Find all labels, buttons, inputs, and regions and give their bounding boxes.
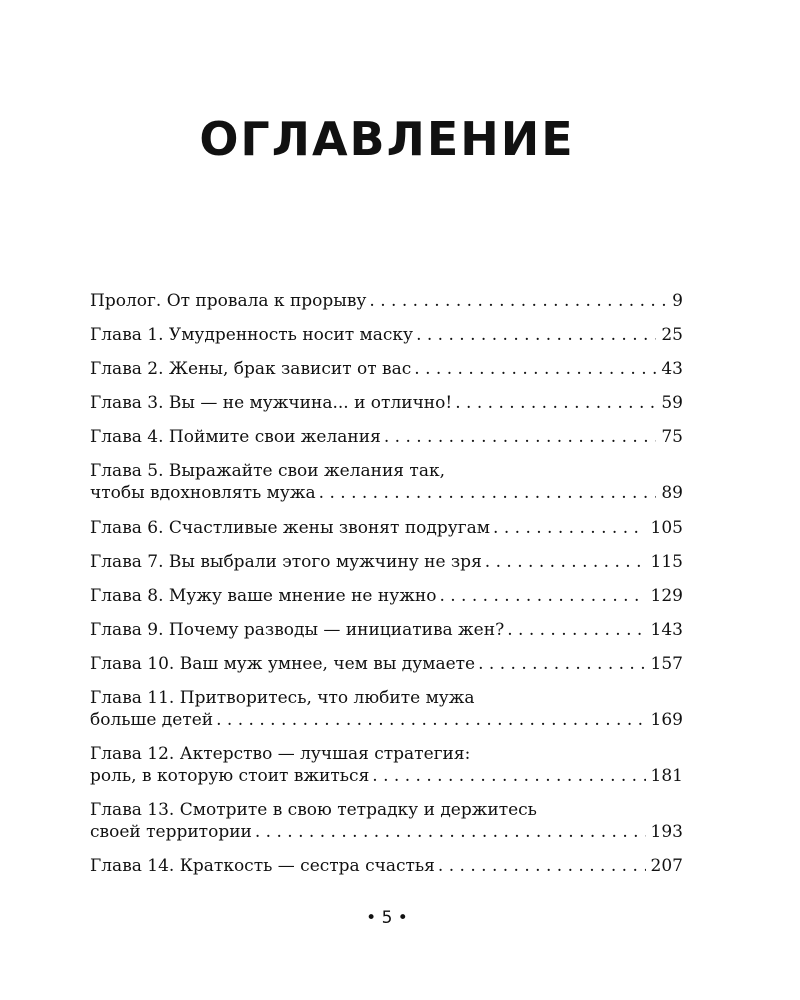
table-of-contents	[90, 290, 683, 889]
toc-entry-line	[90, 482, 683, 504]
dot-leader	[369, 290, 667, 312]
dot-leader	[485, 551, 646, 573]
toc-entry	[90, 585, 683, 607]
dot-leader	[216, 709, 645, 731]
toc-entry-line	[90, 517, 683, 539]
toc-entry-title: роль, в которую стоит вжиться	[90, 766, 370, 787]
dot-leader	[372, 765, 645, 787]
dot-leader	[416, 324, 656, 346]
dot-leader	[438, 855, 646, 877]
toc-entry-page-number: 193	[650, 822, 683, 843]
toc-entry	[90, 358, 683, 380]
toc-entry-title: Глава 7. Вы выбрали этого мужчину не зря	[90, 551, 482, 572]
toc-entry-title: Глава 14. Краткость — сестра счастья	[90, 856, 435, 877]
toc-entry	[90, 687, 683, 731]
dot-leader	[507, 619, 645, 641]
dot-leader	[439, 585, 645, 607]
toc-entry-title: больше детей	[90, 710, 214, 731]
toc-entry-line	[90, 358, 683, 380]
toc-entry-page-number: 157	[650, 653, 683, 674]
toc-entry	[90, 460, 683, 504]
toc-entry-title: Глава 1. Умудренность носит маску	[90, 325, 414, 346]
toc-entry-line	[90, 619, 683, 641]
toc-entry-title: Пролог. От провала к прорыву	[90, 291, 367, 311]
toc-entry	[90, 653, 683, 675]
toc-entry-line	[90, 551, 683, 573]
toc-entry	[90, 855, 683, 877]
toc-entry	[90, 324, 683, 346]
toc-entry-line	[90, 821, 683, 843]
toc-entry	[90, 551, 683, 573]
dot-leader	[255, 821, 646, 843]
toc-entry-page-number: 75	[661, 427, 683, 448]
toc-entry-page-number: 207	[650, 856, 683, 877]
dot-leader	[455, 392, 656, 414]
toc-entry-title: Глава 3. Вы — не мужчина... и отлично!	[90, 393, 453, 414]
toc-entry-page-number: 129	[650, 585, 683, 606]
toc-entry-page-number: 181	[650, 766, 683, 787]
toc-entry-title: Глава 8. Мужу ваше мнение не нужно	[90, 585, 437, 606]
toc-entry-title-line: Глава 5. Выражайте свои желания так,	[90, 461, 445, 482]
dot-leader	[384, 426, 657, 448]
toc-entry-title: чтобы вдохновлять мужа	[90, 483, 316, 504]
toc-entry-line	[90, 653, 683, 675]
toc-entry-page-number: 169	[650, 710, 683, 731]
toc-entry-page-number: 105	[650, 517, 683, 538]
toc-entry	[90, 290, 683, 312]
toc-entry-title: Глава 9. Почему разводы — инициатива жен?	[90, 619, 505, 640]
toc-entry-title: своей территории	[90, 822, 252, 843]
toc-entry-title-line: Глава 13. Смотрите в свою тетрадку и держитесь	[90, 800, 537, 821]
toc-entry-page-number: 9	[672, 291, 683, 311]
toc-entry-page-number: 59	[661, 393, 683, 414]
dot-leader	[414, 358, 656, 380]
toc-entry-page-number: 43	[661, 359, 683, 380]
toc-entry	[90, 392, 683, 414]
toc-entry	[90, 799, 683, 843]
toc-entry-line	[90, 765, 683, 787]
toc-entry	[90, 619, 683, 641]
toc-entry-page-number: 89	[661, 483, 683, 504]
toc-entry-line	[90, 855, 683, 877]
toc-entry-line	[90, 392, 683, 414]
toc-entry-title: Глава 2. Жены, брак зависит от вас	[90, 359, 412, 380]
toc-entry	[90, 517, 683, 539]
toc-entry-title-line: Глава 11. Притворитесь, что любите мужа	[90, 688, 475, 709]
toc-entry-title-line: Глава 12. Актерство — лучшая стратегия:	[90, 744, 471, 765]
toc-entry-line	[90, 426, 683, 448]
toc-entry	[90, 743, 683, 787]
toc-entry-page-number: 25	[661, 325, 683, 346]
dot-leader	[478, 653, 645, 675]
toc-entry-line	[90, 324, 683, 346]
toc-entry-page-number: 115	[650, 551, 683, 572]
toc-entry-line	[90, 585, 683, 607]
dot-leader	[319, 482, 657, 504]
dot-leader	[493, 517, 646, 539]
toc-entry-line	[90, 290, 683, 312]
toc-entry-title: Глава 4. Поймите свои желания	[90, 427, 381, 448]
page-title: ОГЛАВЛЕНИЕ	[199, 112, 575, 166]
page-number: • 5 •	[366, 908, 408, 928]
toc-entry-line	[90, 709, 683, 731]
toc-entry	[90, 426, 683, 448]
toc-entry-title: Глава 6. Счастливые жены звонят подругам	[90, 517, 491, 538]
toc-entry-title: Глава 10. Ваш муж умнее, чем вы думаете	[90, 653, 476, 674]
toc-entry-page-number: 143	[650, 619, 683, 640]
